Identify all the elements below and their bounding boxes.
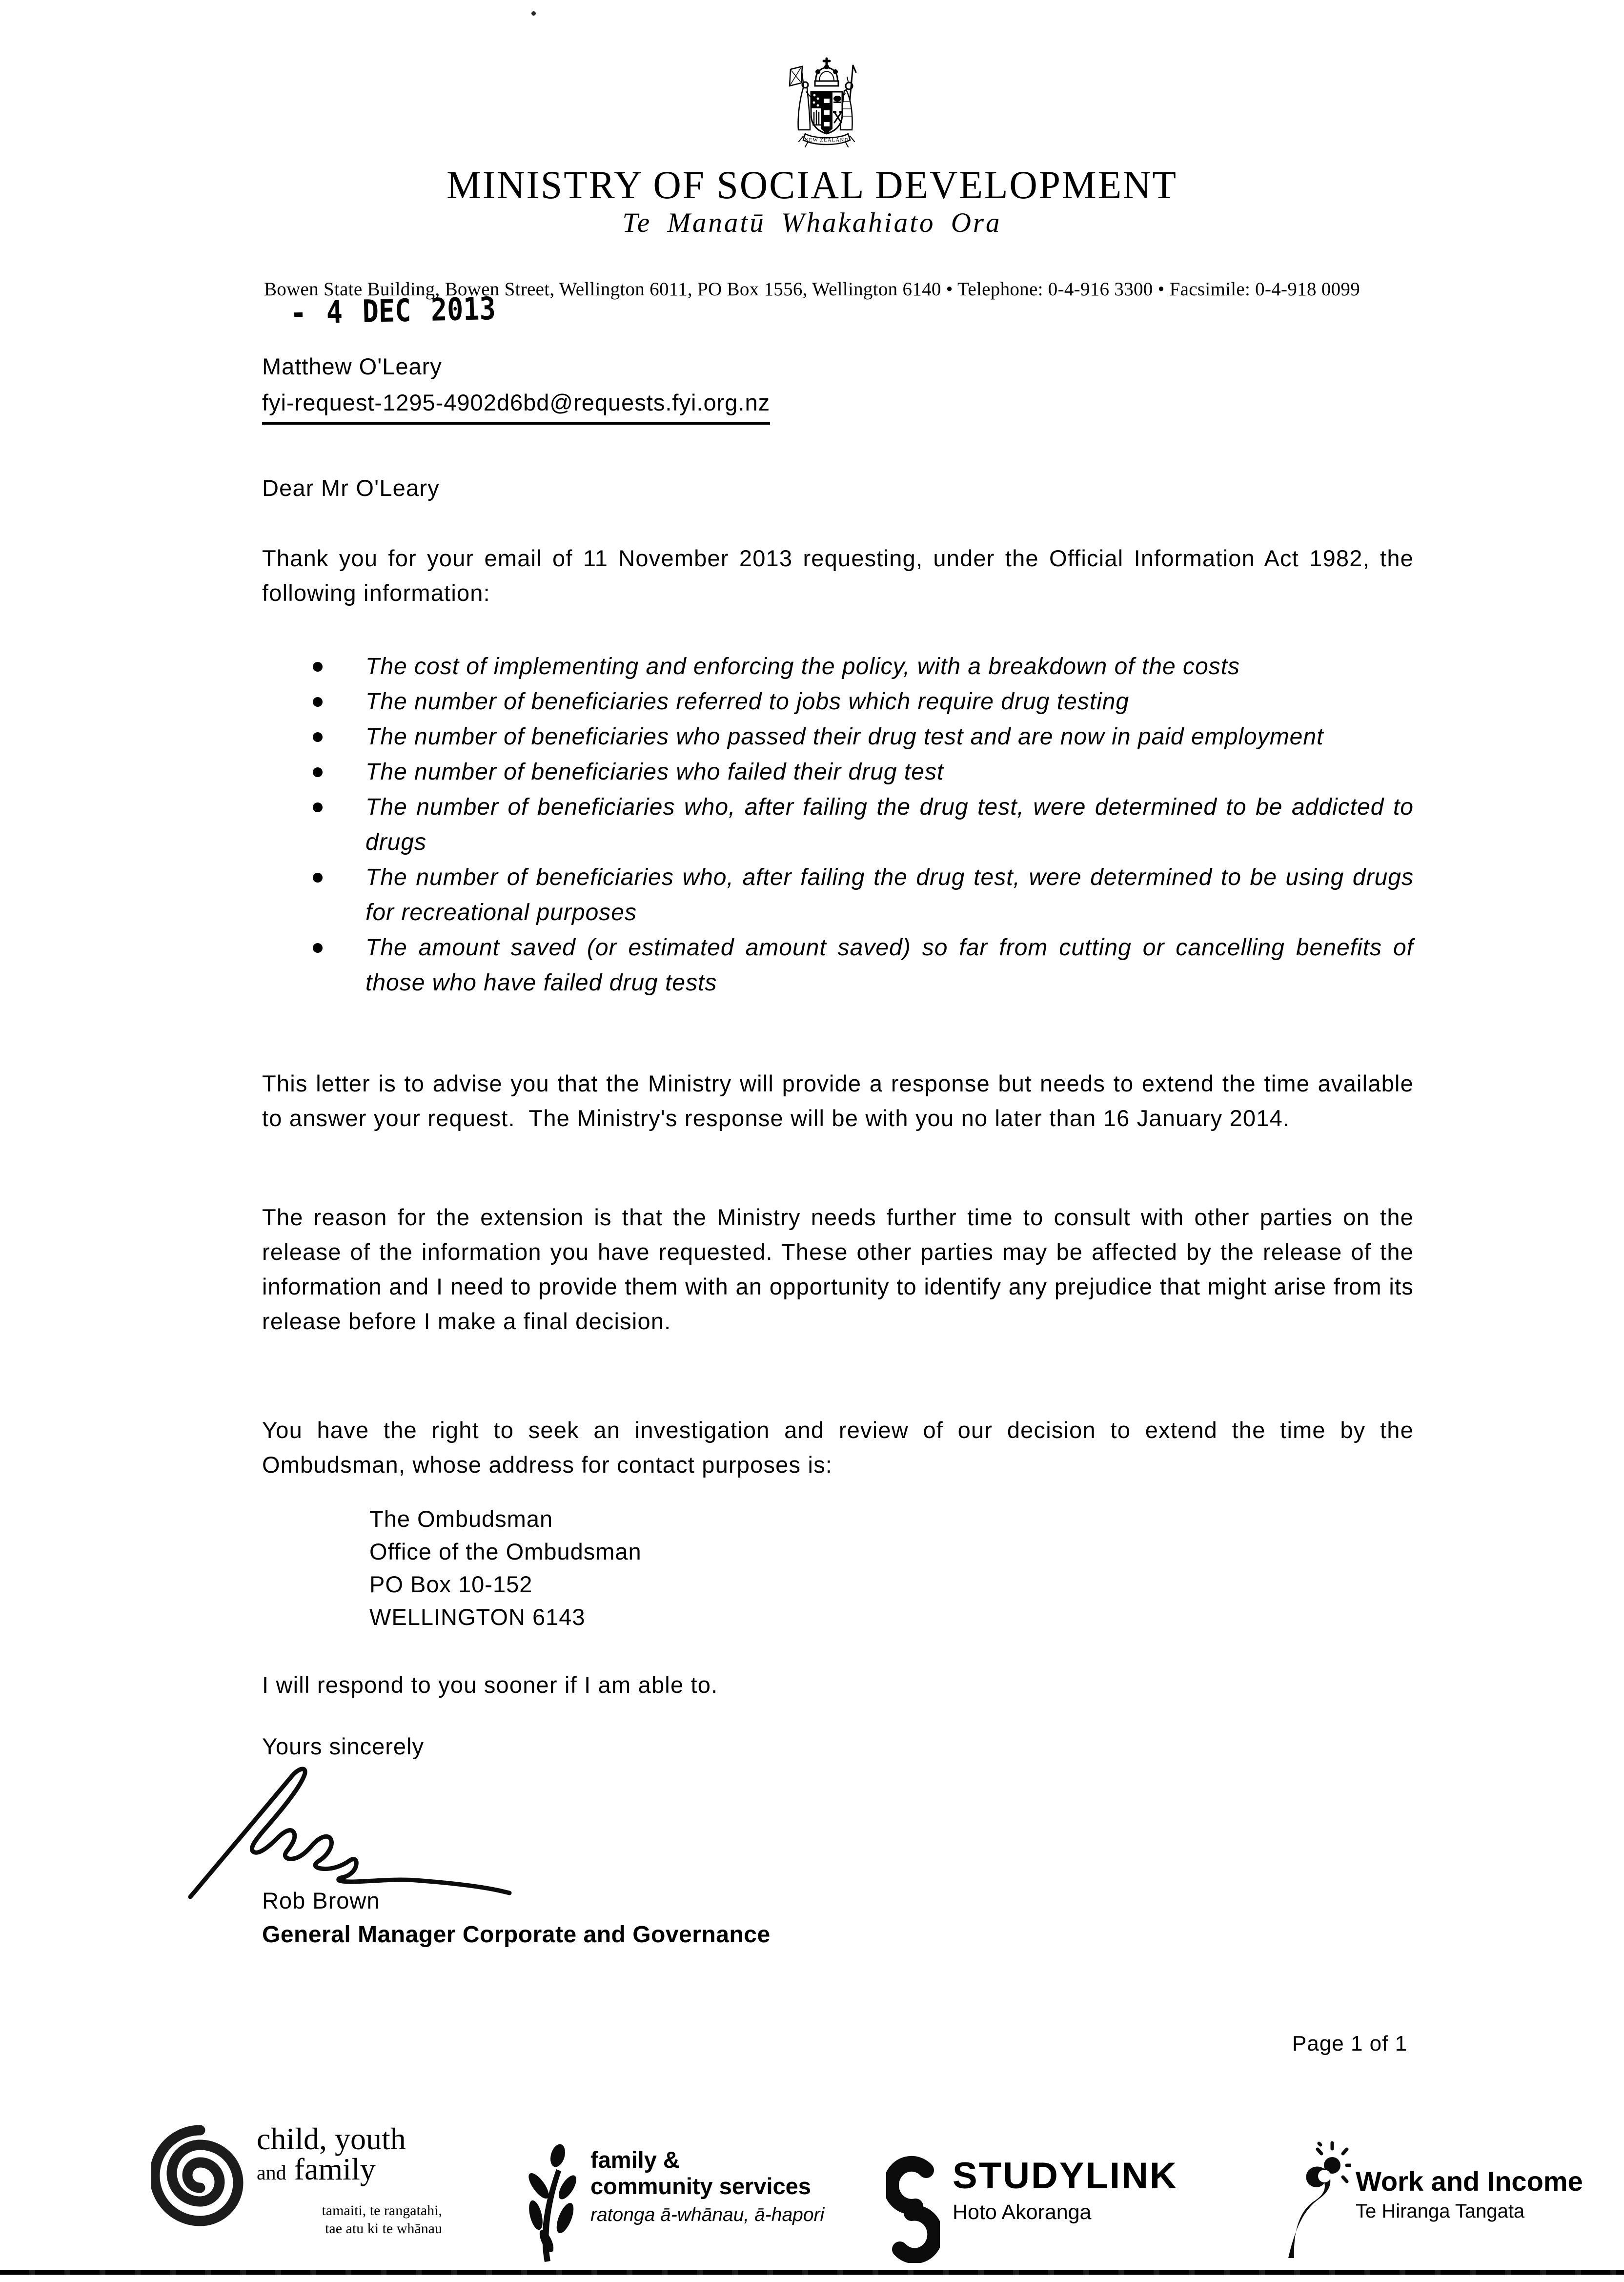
scan-artifact-dot	[531, 11, 536, 16]
paragraph-reason: The reason for the extension is that the Ministry needs further time to consult with other parties on the release of the information you have requested. These other parties may be affected by the release of the information and I need to provide them with an opportunity to identify any prejudice that might arise from its release before I make a final decision.	[262, 1204, 1414, 1334]
letterhead-contact-line: Bowen State Building, Bowen Street, Wellington 6011, PO Box 1556, Wellington 6140 • Telephone: 0-4-916 3300 • Facsimile: 0-4-918 0099	[264, 279, 1360, 300]
cyf-wordmark-line2: and family	[257, 2152, 376, 2186]
request-item: The number of beneficiaries referred to jobs which require drug testing	[262, 684, 1414, 720]
page-number: Page 1 of 1	[1292, 2032, 1408, 2056]
recipient-email: fyi-request-1295-4902d6bd@requests.fyi.org.nz	[262, 386, 770, 425]
paragraph-intro: Thank you for your email of 11 November 2013 requesting, under the Official Information Act 1982, the following information:	[262, 545, 1414, 606]
koru-spiral-icon	[151, 2124, 249, 2232]
request-item: The number of beneficiaries who, after failing the drug test, were determined to be using drugs for recreational purposes	[262, 860, 1414, 930]
ministry-name: MINISTRY OF SOCIAL DEVELOPMENT	[447, 163, 1177, 207]
cyf-maori-tagline: tamaiti, te rangatahi, tae atu ki te whānau	[322, 2202, 442, 2237]
address-line: PO Box 10-152	[369, 1571, 533, 1597]
studylink-s-icon	[886, 2156, 940, 2265]
request-item: The number of beneficiaries who, after failing the drug test, were determined to be addicted to drugs	[262, 790, 1414, 860]
svg-text:NEW ZEALAND: NEW ZEALAND	[804, 137, 849, 143]
request-item: The amount saved (or estimated amount saved) so far from cutting or cancelling benefits of those who have failed drug tests	[262, 930, 1414, 1001]
address-line: The Ombudsman	[369, 1506, 553, 1532]
request-item: The number of beneficiaries who passed their drug test and are now in paid employment	[262, 720, 1414, 755]
recipient-block	[262, 349, 770, 425]
salutation: Dear Mr O'Leary	[262, 475, 440, 501]
studylink-maori-tagline: Hoto Akoranga	[953, 2200, 1092, 2224]
signatory-title: General Manager Corporate and Governance	[262, 1922, 771, 1948]
logo-child-youth-family	[151, 2121, 442, 2238]
paragraph-extension: This letter is to advise you that the Ministry will provide a response but needs to extend the time available to answer your request. The Ministry's response will be with you no later than 16 January 2014.	[262, 1070, 1414, 1131]
logo-studylink	[886, 2156, 1178, 2265]
valediction: Yours sincerely	[262, 1733, 424, 1759]
fcs-wordmark-line1: family &	[590, 2147, 680, 2173]
scan-edge-line	[0, 2270, 1624, 2275]
cyf-wordmark-line1: child, youth	[257, 2121, 406, 2156]
fcs-wordmark-line2: community services	[590, 2173, 811, 2199]
ombudsman-address-block	[369, 1502, 642, 1633]
ministry-maori-name: Te Manatū Whakahiato Ora	[622, 207, 1002, 238]
studylink-wordmark: STUDYLINK	[953, 2155, 1178, 2197]
received-date-stamp: - 4 DEC 2013	[290, 290, 496, 331]
person-sun-icon	[1278, 2140, 1351, 2262]
handwritten-signature	[182, 1756, 572, 1905]
logo-family-community-services	[510, 2141, 824, 2265]
address-line: WELLINGTON 6143	[369, 1604, 586, 1630]
paragraph-respond-sooner: I will respond to you sooner if I am able to.	[262, 1672, 718, 1698]
fcs-maori-tagline: ratonga ā-whānau, ā-hapori	[590, 2204, 825, 2225]
nz-coat-of-arms-icon	[780, 57, 880, 153]
work-income-wordmark: Work and Income	[1356, 2166, 1583, 2197]
leaf-figure-icon	[510, 2141, 584, 2265]
paragraph-ombudsman-rights: You have the right to seek an investigation and review of our decision to extend the time by the Ombudsman, whose address for contact purposes is:	[262, 1417, 1414, 1478]
request-item: The number of beneficiaries who failed their drug test	[262, 755, 1414, 790]
request-items-list	[262, 649, 1414, 1001]
logo-work-and-income	[1278, 2140, 1583, 2262]
work-income-maori-tagline: Te Hiranga Tangata	[1356, 2200, 1525, 2222]
address-line: Office of the Ombudsman	[369, 1539, 642, 1564]
signatory-name: Rob Brown	[262, 1888, 380, 1913]
request-item: The cost of implementing and enforcing the policy, with a breakdown of the costs	[262, 649, 1414, 684]
recipient-name: Matthew O'Leary	[262, 353, 442, 379]
